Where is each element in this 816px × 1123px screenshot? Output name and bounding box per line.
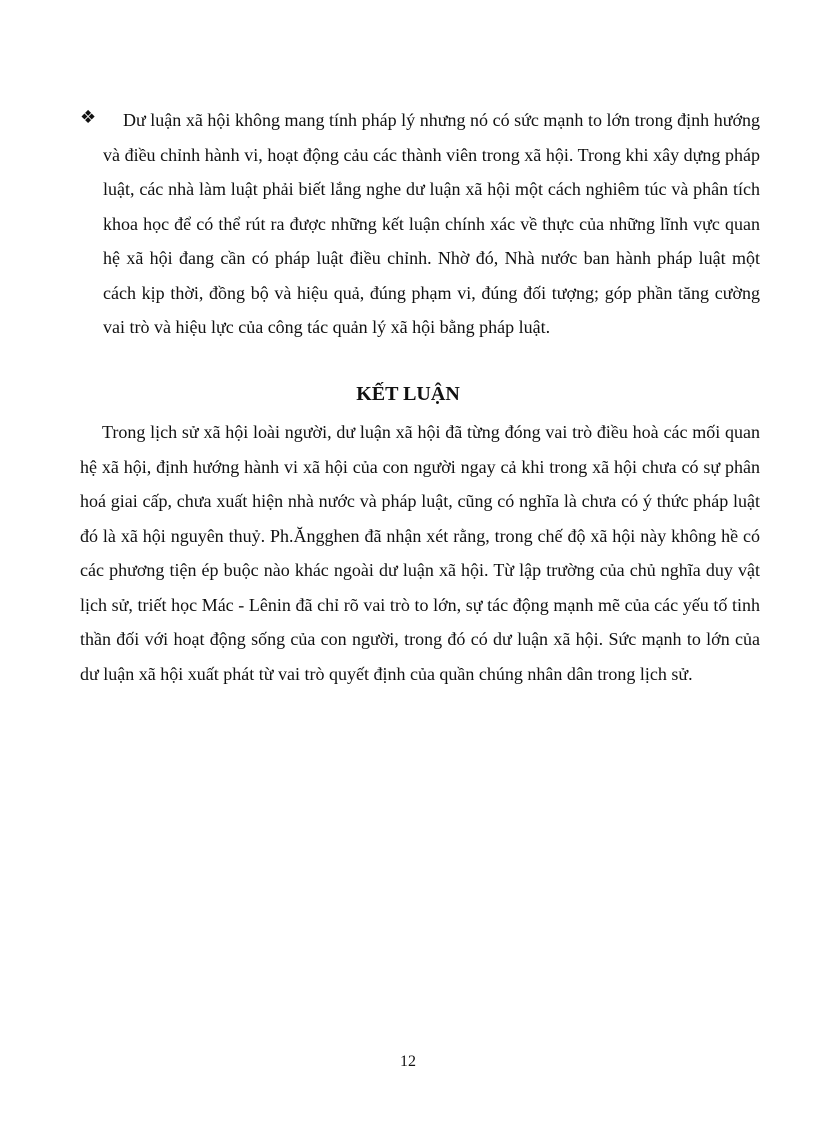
- page-number: 12: [400, 1053, 416, 1070]
- bullet-paragraph: Dư luận xã hội không mang tính pháp lý nhưng nó có sức mạnh to lớn trong định hướng và điều chỉnh hành vi, hoạt động cảu các thành viên trong xã hội. Trong khi xây dựng pháp luật, các nhà làm luật phải biết lắng nghe dư luận xã hội một cách nghiêm túc và phân tích khoa học để có thể rút ra được những kết luận chính xác về thực của những lĩnh vực quan hệ xã hội đang cần có pháp luật điều chỉnh. Nhờ đó, Nhà nước ban hành pháp luật một cách kịp thời, đồng bộ và hiệu quả, đúng phạm vi, đúng đối tượng; góp phần tăng cường vai trò và hiệu lực của công tác quản lý xã hội bằng pháp luật.: [103, 110, 760, 337]
- conclusion-heading: KẾT LUẬN: [356, 383, 460, 405]
- conclusion-paragraph: Trong lịch sử xã hội loài người, dư luận xã hội đã từng đóng vai trò điều hoà các mối quan hệ xã hội, định hướng hành vi xã hội của con người ngay cả khi trong xã hội chưa có sự phân hoá giai cấp, chưa xuất hiện nhà nước và pháp luật, cũng có nghĩa là chưa có ý thức pháp luật đó là xã hội nguyên thuỷ. Ph.Ăngghen đã nhận xét rằng, trong chế độ xã hội này không hề có các phương tiện ép buộc nào khác ngoài dư luận xã hội. Từ lập trường của chủ nghĩa duy vật lịch sử, triết học Mác - Lênin đã chỉ rõ vai trò to lớn, sự tác động mạnh mẽ của các yếu tố tinh thần đối với hoạt động sống của con người, trong đó có dư luận xã hội. Sức mạnh to lớn của dư luận xã hội xuất phát từ vai trò quyết định của quần chúng nhân dân trong lịch sử.: [80, 422, 760, 684]
- four-diamond-bullet-icon: ❖: [80, 107, 97, 128]
- bullet-section: [80, 103, 760, 345]
